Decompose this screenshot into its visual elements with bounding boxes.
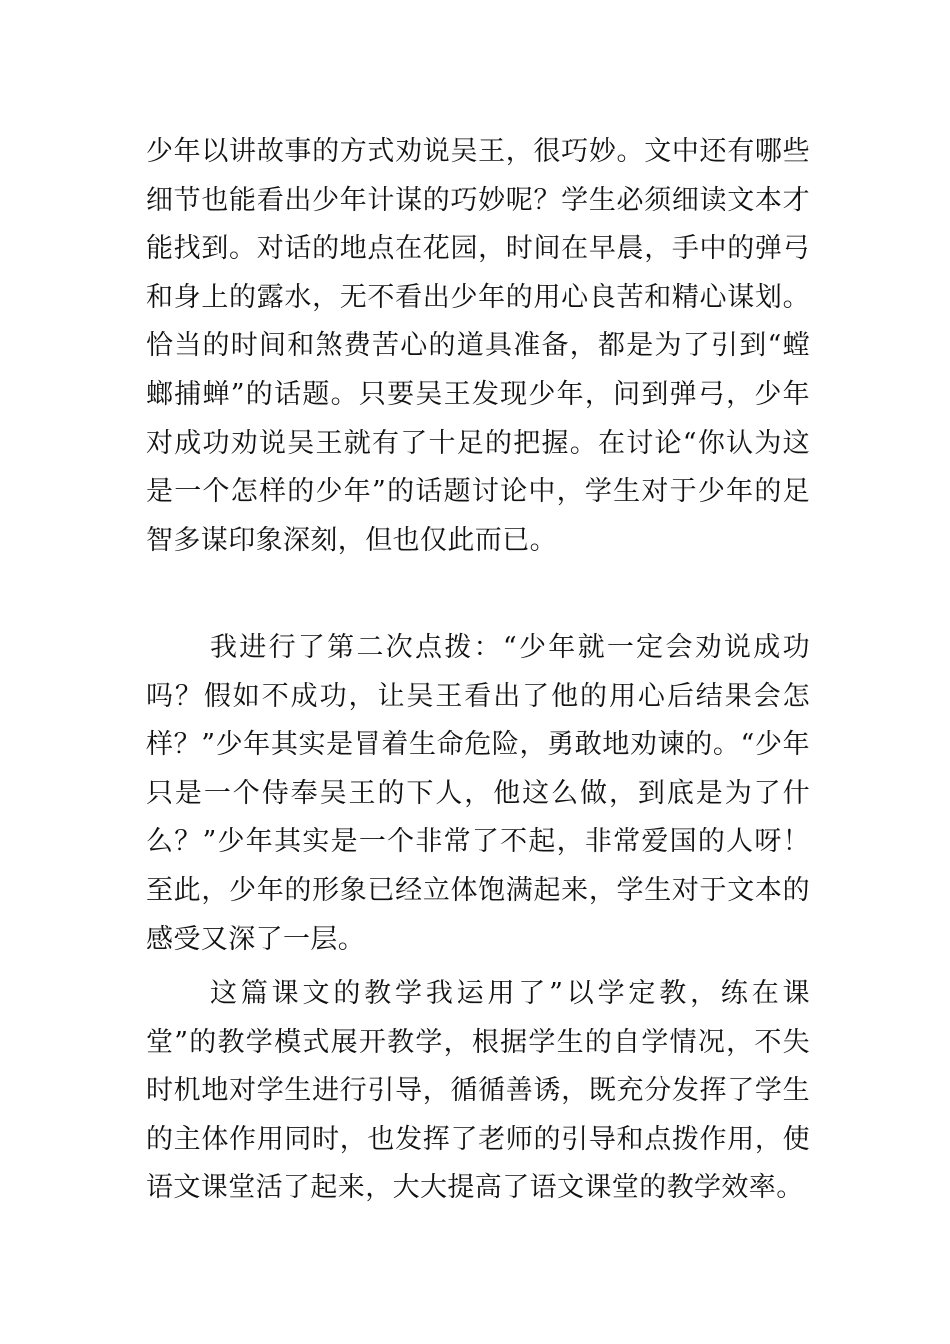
paragraph-2: 我进行了第二次点拨：“少年就一定会劝说成功吗？假如不成功，让吴王看出了他的用心后结果会怎样？”少年其实是冒着生命危险，勇敢地劝谏的。“少年只是一个侍奉吴王的下人，他这么做，到底是为了什么？”少年其实是一个非常了不起，非常爱国的人呀！至此，少年的形象已经立体饱满起来，学生对于文本的感受又深了一层。: [146, 632, 810, 955]
paragraph-1: 少年以讲故事的方式劝说吴王，很巧妙。文中还有哪些细节也能看出少年计谋的巧妙呢？学生必须细读文本才能找到。对话的地点在花园，时间在早晨，手中的弹弓和身上的露水，无不看出少年的用心良苦和精心谋划。恰当的时间和煞费苦心的道具准备，都是为了引到“螳螂捕蝉”的话题。只要吴王发现少年，问到弹弓，少年对成功劝说吴王就有了十足的把握。在讨论“你认为这是一个怎样的少年”的话题讨论中，学生对于少年的足智多谋印象深刻，但也仅此而已。: [146, 136, 810, 556]
paragraph-3: 这篇课文的教学我运用了”以学定教，练在课堂”的教学模式展开教学，根据学生的自学情况，不失时机地对学生进行引导，循循善诱，既充分发挥了学生的主体作用同时，也发挥了老师的引导和点拨作用，使语文课堂活了起来，大大提高了语文课堂的教学效率。: [146, 978, 810, 1204]
